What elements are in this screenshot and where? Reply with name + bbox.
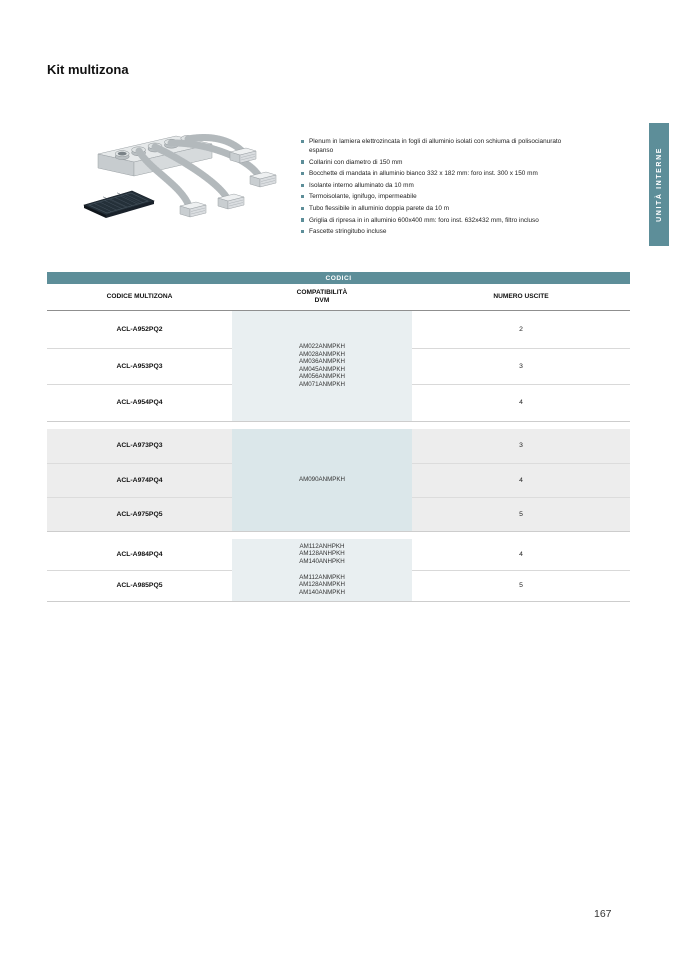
feature-text: Plenum in lamiera elettrozincata in fogli di alluminio isolati con schiuma di polisocianurato espanso xyxy=(309,138,562,154)
outlets-cell: 4 xyxy=(519,550,523,558)
outlets-cell: 2 xyxy=(519,325,523,333)
compat-code: AM112ANHPKH xyxy=(299,542,345,550)
feature-item xyxy=(301,169,577,178)
page-title: Kit multizona xyxy=(47,62,129,77)
feature-item xyxy=(301,204,577,213)
code-cell: ACL-A953PQ3 xyxy=(47,348,232,385)
flexible-ducts xyxy=(139,138,259,206)
code-cell: ACL-A954PQ4 xyxy=(47,384,232,421)
compat-cell xyxy=(232,311,412,421)
compat-code: AM090ANMPKH xyxy=(298,475,346,483)
outlets-cell: 3 xyxy=(412,348,630,385)
code-cell: ACL-A952PQ2 xyxy=(116,325,163,333)
bullet-square-icon xyxy=(301,207,304,210)
bullet-square-icon xyxy=(301,140,304,143)
bullet-square-icon xyxy=(301,230,304,233)
feature-text: Termoisolante, ignifugo, impermeabile xyxy=(309,193,417,201)
bullet-square-icon xyxy=(301,195,304,198)
feature-item xyxy=(301,192,577,201)
feature-text: Tubo flessibile in alluminio doppia parete da 10 m xyxy=(309,204,450,212)
code-cell: ACL-A973PQ3 xyxy=(47,429,232,463)
feature-text: Bocchette di mandata in alluminio bianco 332 x 182 mm: foro inst. 300 x 150 mm xyxy=(309,170,538,178)
outlets-cell: 3 xyxy=(412,429,630,463)
feature-item xyxy=(301,137,577,155)
feature-item xyxy=(301,158,577,167)
col-header-codice: CODICE MULTIZONA xyxy=(106,293,173,300)
product-illustration xyxy=(80,124,285,236)
compat-cell xyxy=(232,429,412,531)
multizone-kit-drawing xyxy=(80,124,285,236)
compat-code: AM056ANMPKH xyxy=(298,373,346,381)
feature-text: Collarini con diametro di 150 mm xyxy=(309,158,403,166)
outlets-cell: 4 xyxy=(412,384,630,421)
codici-table xyxy=(47,272,630,609)
table-group-1 xyxy=(47,311,630,422)
page-number: 167 xyxy=(594,908,612,920)
bullet-square-icon xyxy=(301,160,304,163)
bullet-square-icon xyxy=(301,218,304,221)
section-tab-label: UNITÀ INTERNE xyxy=(655,147,663,222)
outlets-cell: 5 xyxy=(412,570,630,601)
feature-text: Isolante interno alluminato da 10 mm xyxy=(309,181,414,189)
code-cell: ACL-A984PQ4 xyxy=(116,550,163,558)
compat-code: AM112ANMPKH xyxy=(299,573,345,581)
feature-item xyxy=(301,227,577,236)
compat-code: AM128ANMPKH xyxy=(298,581,346,589)
compat-code: AM028ANMPKH xyxy=(298,350,346,358)
outlets-cell: 4 xyxy=(412,463,630,497)
bullet-square-icon xyxy=(301,184,304,187)
col-header-compatibilita: COMPATIBILITÀ DVM xyxy=(296,289,348,304)
table-group-2 xyxy=(47,429,630,532)
table-group-3 xyxy=(47,539,630,602)
compat-code: AM140ANMPKH xyxy=(298,588,346,596)
compat-code: AM036ANMPKH xyxy=(298,358,346,366)
feature-text: Griglia di ripresa in in alluminio 600x400 mm: foro inst. 632x432 mm, filtro incluso xyxy=(309,216,539,224)
col-header-uscite: NUMERO USCITE xyxy=(493,293,549,300)
compat-code: AM128ANHPKH xyxy=(299,550,345,558)
diffuser-box xyxy=(180,202,206,217)
feature-item xyxy=(301,216,577,225)
outlets-cell: 5 xyxy=(412,497,630,531)
table-header-row xyxy=(47,284,630,311)
table-section-header: CODICI xyxy=(47,272,630,284)
code-cell: ACL-A985PQ5 xyxy=(47,570,232,601)
compat-code: AM022ANMPKH xyxy=(298,342,346,350)
feature-item xyxy=(301,181,577,190)
compat-code: AM045ANMPKH xyxy=(298,365,346,373)
feature-list xyxy=(301,137,577,239)
bullet-square-icon xyxy=(301,172,304,175)
compat-cell xyxy=(232,539,412,570)
return-grille xyxy=(84,191,154,218)
code-cell: ACL-A975PQ5 xyxy=(47,497,232,531)
section-tab-unita-interne xyxy=(649,123,669,246)
compat-code: AM140ANHPKH xyxy=(299,557,345,565)
compat-code: AM071ANMPKH xyxy=(298,380,346,388)
code-cell: ACL-A974PQ4 xyxy=(47,463,232,497)
compat-cell xyxy=(232,570,412,601)
feature-text: Fascette stringitubo incluse xyxy=(309,228,387,236)
diffuser-box xyxy=(230,148,256,163)
